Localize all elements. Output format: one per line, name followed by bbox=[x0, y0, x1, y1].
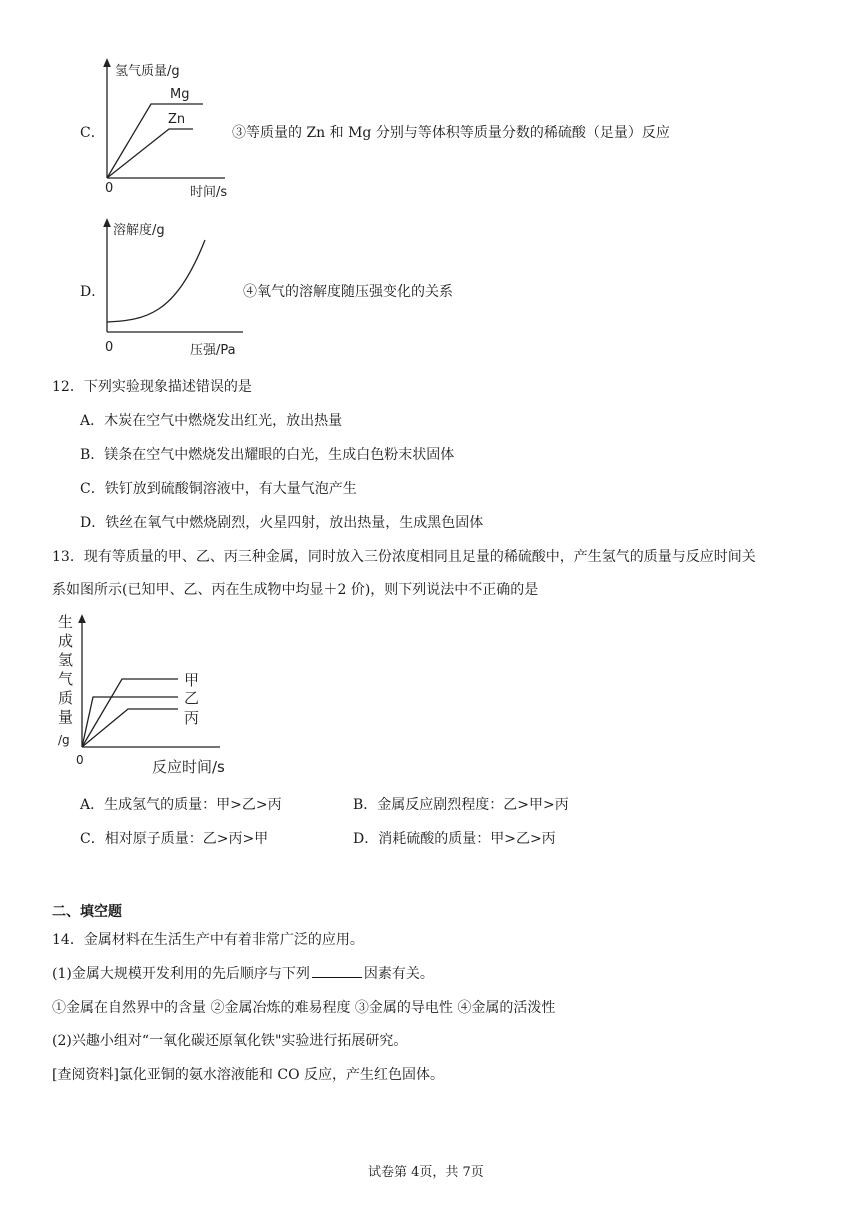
q13-option-b: B．金属反应剧烈程度：乙>甲>丙 bbox=[353, 797, 569, 813]
page-footer: 试卷第 4页，共 7页 bbox=[368, 1165, 484, 1180]
series-jia-line bbox=[82, 679, 178, 747]
y-axis-char: 生 bbox=[58, 613, 74, 631]
q13-stem-line1: 13．现有等质量的甲、乙、丙三种金属，同时放入三份浓度相同且足量的稀硫酸中，产生氢气的质量与反应时间关 bbox=[52, 549, 756, 565]
q12-stem: 12．下列实验现象描述错误的是 bbox=[52, 379, 252, 395]
option-d-label: D． bbox=[80, 284, 106, 300]
series-jia-label: 甲 bbox=[184, 671, 200, 689]
q12-option-b: B．镁条在空气中燃烧发出耀眼的白光，生成白色粉末状固体 bbox=[80, 447, 455, 463]
series-bing-label: 丙 bbox=[184, 709, 200, 727]
x-axis-label: 压强/Pa bbox=[190, 343, 236, 358]
origin-label: 0 bbox=[105, 340, 114, 355]
zn-line bbox=[107, 129, 193, 178]
q14-part3: [查阅资料]氯化亚铜的氨水溶液能和 CO 反应，产生红色固体。 bbox=[52, 1067, 445, 1083]
y-axis-label: 溶解度/g bbox=[113, 223, 165, 238]
option-c-label: C． bbox=[80, 125, 105, 141]
y-axis-char: 质 bbox=[58, 689, 74, 707]
series-bing-line bbox=[82, 709, 178, 747]
y-axis-char: /g bbox=[58, 733, 70, 747]
q13-option-a: A．生成氢气的质量：甲>乙>丙 bbox=[80, 797, 282, 813]
q13-graph bbox=[58, 612, 233, 777]
q12-option-c: C．铁钉放到硫酸铜溶液中，有大量气泡产生 bbox=[80, 481, 357, 497]
q14-part2: (2)兴趣小组对“一氧化碳还原氧化铁"实验进行拓展研究。 bbox=[52, 1033, 408, 1049]
y-axis-char: 成 bbox=[58, 632, 74, 650]
q13-option-d: D．消耗硫酸的质量：甲>乙>丙 bbox=[353, 831, 556, 847]
q13-stem-line2: 系如图所示(已知甲、乙、丙在生成物中均显＋2 价)，则下列说法中不正确的是 bbox=[52, 582, 539, 598]
option-c-graph bbox=[95, 58, 245, 203]
origin-label: 0 bbox=[76, 753, 84, 767]
origin-label: 0 bbox=[105, 181, 114, 196]
option-d-graph bbox=[95, 218, 255, 358]
option-d-text: ④氧气的溶解度随压强变化的关系 bbox=[243, 284, 453, 300]
mg-label: Mg bbox=[170, 87, 190, 102]
x-axis-label: 时间/s bbox=[190, 185, 228, 200]
q12-option-a: A．木炭在空气中燃烧发出红光，放出热量 bbox=[80, 413, 343, 429]
x-axis-label: 反应时间/s bbox=[152, 758, 225, 776]
q14-part1-after-blank: 因素有关。 bbox=[363, 966, 434, 982]
series-yi-label: 乙 bbox=[184, 689, 200, 707]
y-axis-char: 量 bbox=[58, 708, 74, 726]
y-axis-label: 氢气质量/g bbox=[115, 64, 180, 79]
q14-part1-before-blank: (1)金属大规模开发利用的先后顺序与下列 bbox=[52, 966, 310, 982]
q13-option-c: C．相对原子质量：乙>丙>甲 bbox=[80, 831, 269, 847]
answer-blank[interactable] bbox=[312, 965, 362, 978]
q14-part1 bbox=[52, 963, 434, 983]
q12-option-d: D．铁丝在氧气中燃烧剧烈，火星四射，放出热量，生成黑色固体 bbox=[80, 515, 484, 531]
q14-stem: 14．金属材料在生活生产中有着非常广泛的应用。 bbox=[52, 932, 364, 948]
solubility-curve bbox=[107, 240, 205, 322]
y-axis-char: 气 bbox=[58, 670, 74, 688]
section-title: 二、填空题 bbox=[52, 904, 122, 920]
y-axis-char: 氢 bbox=[58, 651, 74, 669]
option-c-text: ③等质量的 Zn 和 Mg 分别与等体积等质量分数的稀硫酸（足量）反应 bbox=[232, 125, 670, 141]
zn-label: Zn bbox=[168, 112, 186, 127]
q14-choices: ①金属在自然界中的含量 ②金属冶炼的难易程度 ③金属的导电性 ④金属的活泼性 bbox=[52, 1000, 556, 1016]
